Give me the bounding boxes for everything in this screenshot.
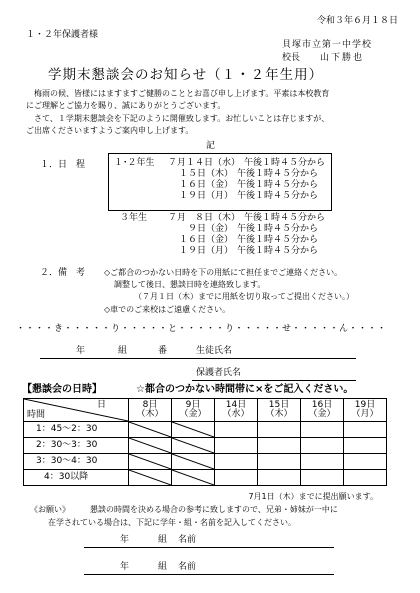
principal-name: 山下勝也 bbox=[320, 53, 365, 63]
slot-cell[interactable] bbox=[344, 422, 387, 438]
date: 令和３年６月１８日 bbox=[316, 16, 398, 26]
day-header: 14日 （水） bbox=[215, 399, 258, 422]
notes-label: ２．備 考 bbox=[40, 268, 86, 278]
notes-line-4: ◇車でのご来校はご遠慮ください。 bbox=[104, 305, 231, 314]
student-info-line[interactable] bbox=[40, 358, 356, 359]
slot-cell[interactable] bbox=[258, 470, 301, 486]
page-title: 学期末懇談会のお知らせ（１・２年生用） bbox=[48, 67, 324, 83]
slot-cell-unavailable bbox=[172, 438, 215, 454]
slot-cell-unavailable bbox=[129, 470, 172, 486]
guardian-name-label: 保護者氏名 bbox=[196, 368, 242, 378]
schedule-grade3-list bbox=[168, 213, 326, 257]
ki-label: 記 bbox=[206, 141, 216, 151]
slot-cell[interactable] bbox=[215, 422, 258, 438]
number-label: 番 bbox=[158, 346, 168, 356]
request-label: 《お願い》 bbox=[30, 505, 70, 514]
schedule-row: １５日 （木） 午後１時４５分から bbox=[178, 169, 318, 179]
sibling-class-label: 組 bbox=[158, 562, 168, 572]
class-label: 組 bbox=[118, 346, 128, 356]
schedule-grade3-group: ３年生 bbox=[120, 213, 148, 223]
slot-cell-unavailable bbox=[129, 438, 172, 454]
schedule-grade12-list bbox=[168, 158, 326, 202]
slot-cell[interactable] bbox=[215, 438, 258, 454]
slot-cell[interactable] bbox=[344, 438, 387, 454]
grade-label: 年 bbox=[76, 346, 86, 356]
table-row bbox=[24, 422, 387, 438]
schedule-row: ７月１４日 （水） 午後１時４５分から bbox=[168, 158, 326, 168]
body-line-3: さて、１学期末懇談会を下記のように開催致します。お忙しいことは存じますが、 bbox=[34, 114, 330, 123]
slot-cell[interactable] bbox=[344, 454, 387, 470]
day-header: 15日 （木） bbox=[258, 399, 301, 422]
slot-cell[interactable] bbox=[215, 454, 258, 470]
day-header: 16日 （金） bbox=[301, 399, 344, 422]
guardian-name-line[interactable] bbox=[192, 380, 356, 381]
section-title: 【懇談会の日時】 bbox=[22, 384, 102, 395]
principal-title: 校長 bbox=[282, 53, 301, 63]
schedule-row: １９日 （月） 午後１時４５分から bbox=[178, 191, 318, 201]
notes-line-1: ◇ご都合のつかない日時を下の用紙にて担任までご連絡ください。 bbox=[104, 268, 343, 277]
time-slot-label: 3：30～4：30 bbox=[24, 454, 129, 470]
time-slot-label: 4：30以降 bbox=[24, 470, 129, 486]
slot-cell[interactable] bbox=[301, 470, 344, 486]
slot-cell[interactable] bbox=[301, 454, 344, 470]
request-line-1: 懇談の時間を決める場合の参考に致しますので、兄弟・姉妹が一中に bbox=[90, 505, 338, 514]
schedule-grade12-group: １･２年生 bbox=[114, 158, 155, 168]
table-row bbox=[24, 470, 387, 486]
schedule-row: ９日 （金） 午後１時４５分から bbox=[187, 224, 318, 234]
schedule-row: １６日 （金） 午後１時４５分から bbox=[178, 180, 318, 190]
slot-cell[interactable] bbox=[301, 438, 344, 454]
schedule-row: １９日 （月） 午後１時４５分から bbox=[178, 246, 318, 256]
recipient: １・２年保護者様 bbox=[26, 30, 99, 40]
slot-cell-unavailable bbox=[172, 454, 215, 470]
day-header: 9日 （金） bbox=[172, 399, 215, 422]
sibling-grade-label: 年 bbox=[120, 535, 130, 545]
availability-table bbox=[23, 398, 387, 486]
slot-cell[interactable] bbox=[301, 422, 344, 438]
cut-line: ・・・・き・・・・・り・・・・・と・・・・・り・・・・・せ・・・・・ん・・・・ bbox=[16, 324, 387, 334]
slot-cell[interactable] bbox=[258, 454, 301, 470]
table-corner-cell bbox=[24, 399, 129, 422]
sibling-name-label: 名前 bbox=[178, 535, 197, 545]
day-header: 19日 （月） bbox=[344, 399, 387, 422]
slot-cell-unavailable bbox=[172, 422, 215, 438]
sibling-line-2[interactable] bbox=[84, 574, 334, 575]
sibling-class-label: 組 bbox=[158, 535, 168, 545]
section-instruction: ☆都合のつかない時間帯に×をご記入ください。 bbox=[136, 384, 354, 395]
time-slot-label: 1：45～2：30 bbox=[24, 422, 129, 438]
sibling-grade-label: 年 bbox=[120, 562, 130, 572]
day-header: 8日 （木） bbox=[129, 399, 172, 422]
schedule-label: １．日 程 bbox=[40, 160, 86, 170]
slot-cell[interactable] bbox=[344, 470, 387, 486]
slot-cell-unavailable bbox=[129, 422, 172, 438]
slot-cell[interactable] bbox=[258, 422, 301, 438]
slot-cell-unavailable bbox=[129, 454, 172, 470]
time-slot-label: 2：30～3：30 bbox=[24, 438, 129, 454]
body-line-4: ご出席くださいますようご案内申し上げます。 bbox=[26, 126, 194, 135]
table-row bbox=[24, 438, 387, 454]
table-header-row bbox=[24, 399, 387, 422]
table-row bbox=[24, 454, 387, 470]
corner-time-label: 時間 bbox=[27, 410, 46, 420]
deadline: 7月1日（木）までに提出願います。 bbox=[248, 492, 378, 501]
sibling-name-label: 名前 bbox=[178, 562, 197, 572]
student-name-label: 生徒氏名 bbox=[196, 346, 233, 356]
corner-day-label: 日 bbox=[96, 400, 106, 410]
schedule-row: １６日 （金） 午後１時４５分から bbox=[178, 235, 318, 245]
body-line-1: 梅雨の候、皆様にはますますご健勝のこととお喜び申し上げます。平素は本校教育 bbox=[34, 89, 330, 98]
body-line-2: にご理解とご協力を賜り、誠にありがとうございます。 bbox=[26, 101, 226, 110]
sibling-line-1[interactable] bbox=[84, 547, 334, 548]
school-name: 貝塚市立第一中学校 bbox=[282, 40, 373, 50]
slot-cell-unavailable bbox=[172, 470, 215, 486]
request-line-2: 在学されている場合は、下記に学年・組・名前を記入してください。 bbox=[48, 518, 296, 527]
slot-cell[interactable] bbox=[258, 438, 301, 454]
slot-cell[interactable] bbox=[215, 470, 258, 486]
schedule-row: ７月 ８日 （木） 午後１時４５分から bbox=[168, 213, 326, 223]
notes-line-3: （７月１日（木）までに用紙を切り取ってご提出ください。） bbox=[134, 292, 354, 301]
notes-line-2: 調整して後日、懇談日時を連絡致します。 bbox=[114, 280, 266, 289]
